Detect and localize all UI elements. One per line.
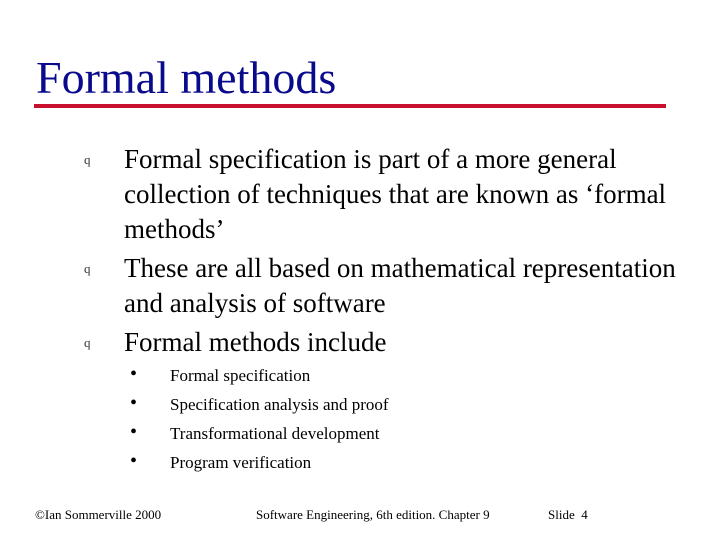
bullet-item: These are all based on mathematical representation and analysis of software <box>124 253 676 318</box>
title-underline <box>34 104 666 108</box>
bullet-marker: q <box>84 335 91 350</box>
sub-bullet-marker: • <box>130 392 138 414</box>
bullet-marker: q <box>84 152 91 167</box>
sub-bullet-item: Transformational development <box>170 424 380 443</box>
sub-bullet-item: Specification analysis and proof <box>170 395 389 414</box>
slide-title: Formal methods <box>36 52 337 103</box>
sub-bullet-item: Program verification <box>170 453 312 472</box>
footer-book-title: Software Engineering, 6th edition. Chapter 9 <box>256 507 490 522</box>
footer-slide-number <box>548 508 588 521</box>
bullet-marker: q <box>84 261 91 276</box>
sub-bullet-marker: • <box>130 421 138 443</box>
bullet-item: Formal specification is part of a more general collection of techniques that are known as ‘formal methods’ <box>124 144 667 244</box>
sub-bullet-marker: • <box>130 450 138 472</box>
sub-bullet-item: Formal specification <box>170 366 311 385</box>
slide-number: 4 <box>581 507 588 522</box>
sub-bullet-marker: • <box>130 363 138 385</box>
slide-label: Slide <box>548 507 575 522</box>
bullet-item: Formal methods include <box>124 327 387 357</box>
footer-copyright: ©Ian Sommerville 2000 <box>35 507 162 522</box>
